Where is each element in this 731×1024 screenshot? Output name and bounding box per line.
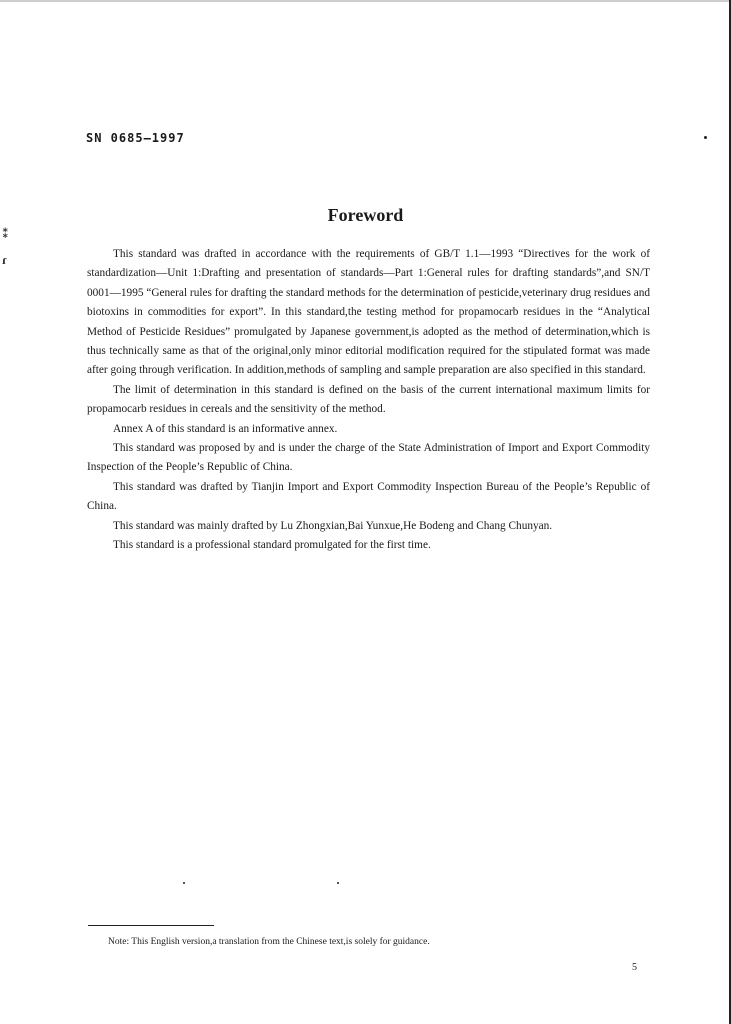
- scan-dot: [183, 882, 185, 884]
- margin-scan-mark: ⁑: [2, 226, 9, 241]
- margin-scan-mark: ɾ: [2, 252, 8, 267]
- footnote-rule: [88, 925, 214, 926]
- paragraph: This standard is a professional standard promulgated for the first time.: [113, 539, 431, 552]
- paragraph: This standard was drafted by Tianjin Import and Export Commodity Inspection Bureau of the People’s Republic of China.: [87, 480, 650, 513]
- paragraph: This standard was drafted in accordance with the requirements of GB/T 1.1—1993 “Directives for the work of standardization—Unit 1:Drafting and presentation of standards—Part 1:General rules for drafting standards”,and SN/T 0001—1995 “General rules for drafting the standard methods for the determination of pesticide,veterinary drug residues and biotoxins in commodities for export”. In this standard,the testing method for propamocarb residues in the “Analytical Method of Pesticide Residues” promulgated by Japanese government,is adopted as the method of determination,which is thus technically same as that of the original,only minor editorial modification required for the stipulated format was made after going through verification. In addition,methods of sampling and sample preparation are also specified in this standard.: [87, 248, 650, 377]
- foreword-body: [87, 245, 650, 556]
- page-title: Foreword: [327, 205, 404, 225]
- scan-dot: [704, 136, 707, 139]
- paragraph: This standard was mainly drafted by Lu Zhongxian,Bai Yunxue,He Bodeng and Chang Chunyan.: [113, 519, 553, 532]
- standard-code: SN 0685—1997: [86, 131, 185, 145]
- footnote: Note: This English version,a translation from the Chinese text,is solely for guidance.: [108, 937, 430, 947]
- page-number: 5: [632, 962, 637, 973]
- paragraph: Annex A of this standard is an informative annex.: [113, 422, 338, 435]
- top-edge-rule: [0, 0, 731, 2]
- paragraph: The limit of determination in this standard is defined on the basis of the current international maximum limits for propamocarb residues in cereals and the sensitivity of the method.: [87, 383, 650, 416]
- scan-dot: [337, 882, 339, 884]
- paragraph: This standard was proposed by and is under the charge of the State Administration of Import and Export Commodity Inspection of the People’s Republic of China.: [87, 442, 650, 474]
